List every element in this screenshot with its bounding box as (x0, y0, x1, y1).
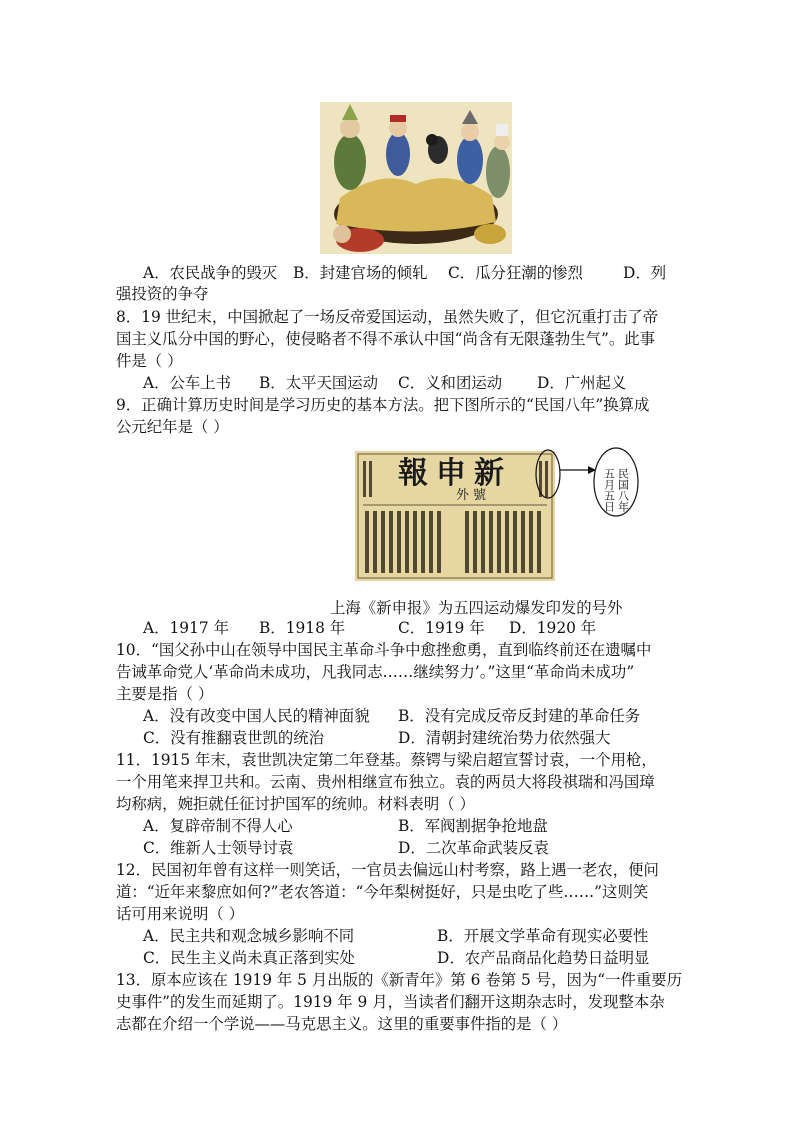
q7-option-b: B．封建官场的倾轧 (293, 264, 428, 282)
q8-stem-line-2: 国主义瓜分中国的野心，使侵略者不得不承认中国“尚含有无限蓬勃生气”。此事 (116, 330, 656, 348)
q11-option-b: B．军阀割据争抢地盘 (398, 817, 548, 835)
q11-option-a: A．复辟帝制不得人心 (143, 817, 293, 835)
q10-option-a: A．没有改变中国人民的精神面貌 (143, 707, 370, 725)
newspaper-title: 報申新 (398, 456, 512, 491)
q9-image-caption: 上海《新申报》为五四运动爆发印发的号外 (330, 599, 623, 617)
q12-option-d: D．农产品商品化趋势日益明显 (437, 949, 650, 967)
q7-option-d-continued: 强投资的争夺 (116, 285, 209, 303)
q9-stem-line-2: 公元纪年是（ ） (116, 418, 229, 436)
q8-option-a: A．公车上书 (143, 374, 232, 392)
q8-stem-line-1: 8．19 世纪末，中国掀起了一场反帝爱国运动，虽然失败了，但它沉重打击了帝 (116, 308, 659, 326)
q7-option-d: D．列 (623, 264, 667, 282)
q9-option-d: D．1920 年 (509, 619, 597, 637)
q11-stem-line-1: 11．1915 年末，袁世凯决定第二年登基。蔡锷与梁启超宣誓讨袁，一个用枪， (116, 751, 657, 769)
q9-option-a: A．1917 年 (143, 619, 229, 637)
q7-option-c: C．瓜分狂潮的惨烈 (448, 264, 583, 282)
q10-option-d: D．清朝封建统治势力依然强大 (398, 729, 611, 747)
q7-option-a: A．农民战争的毁灭 (143, 264, 278, 282)
q11-option-d: D．二次革命武装反袁 (398, 839, 549, 857)
callout-text-date: 五月五日 (602, 468, 616, 512)
callout-text-minguo: 民国八年 (616, 468, 630, 512)
q9-option-c: C．1919 年 (398, 619, 485, 637)
q10-option-c: C．没有推翻袁世凯的统治 (143, 729, 325, 747)
q13-stem-line-3: 志都在介绍一个学说——马克思主义。这里的重要事件指的是（ ） (116, 1015, 568, 1033)
q9-stem-line-1: 9．正确计算历史时间是学习历史的基本方法。把下图所示的“民国八年”换算成 (116, 396, 650, 414)
q8-option-b: B．太平天国运动 (259, 374, 379, 392)
q12-option-b: B．开展文学革命有现实必要性 (437, 927, 649, 945)
q12-stem-line-3: 话可用来说明（ ） (116, 905, 245, 923)
xinshenbao-newspaper-image (355, 451, 555, 581)
q8-stem-line-3: 件是（ ） (116, 352, 183, 370)
q11-option-c: C．维新人士领导讨袁 (143, 839, 294, 857)
q10-option-b: B．没有完成反帝反封建的革命任务 (398, 707, 641, 725)
date-callout (530, 446, 640, 566)
q8-option-d: D．广州起义 (537, 374, 627, 392)
q12-option-c: C．民生主义尚未真正落到实处 (143, 949, 355, 967)
q12-option-a: A．民主共和观念城乡影响不同 (143, 927, 355, 945)
q10-stem-line-3: 主要是指（ ） (116, 685, 214, 703)
q12-stem-line-2: 道：“近年来黎庶如何?”老农答道：“今年梨树挺好，只是虫吃了些……”这则笑 (116, 883, 649, 901)
newspaper-subtitle: 外號 (455, 488, 491, 503)
q9-option-b: B．1918 年 (259, 619, 346, 637)
q11-stem-line-3: 均称病，婉拒就任征讨护国军的统帅。材料表明（ ） (116, 795, 475, 813)
q11-stem-line-2: 一个用笔来捍卫共和。云南、贵州相继宣布独立。袁的两员大将段祺瑞和冯国璋 (116, 773, 655, 791)
q10-stem-line-2: 告诫革命党人‘革命尚未成功，凡我同志……继续努力’。”这里“革命尚未成功” (116, 663, 635, 681)
q13-stem-line-2: 史事件”的发生而延期了。1919 年 9 月，当读者们翻开这期杂志时，发现整本杂 (116, 993, 665, 1011)
q12-stem-line-1: 12．民国初年曾有这样一则笑话，一官员去偏远山村考察，路上遇一老农，便问 (116, 861, 659, 879)
q13-stem-line-1: 13．原本应该在 1919 年 5 月出版的《新青年》第 6 卷第 5 号，因为“一件重要历 (116, 971, 683, 989)
q10-stem-line-1: 10．“国父孙中山在领导中国民主革命斗争中愈挫愈勇，直到临终前还在遗嘱中 (116, 641, 652, 659)
partition-cartoon-image (320, 102, 512, 254)
q8-option-c: C．义和团运动 (398, 374, 503, 392)
